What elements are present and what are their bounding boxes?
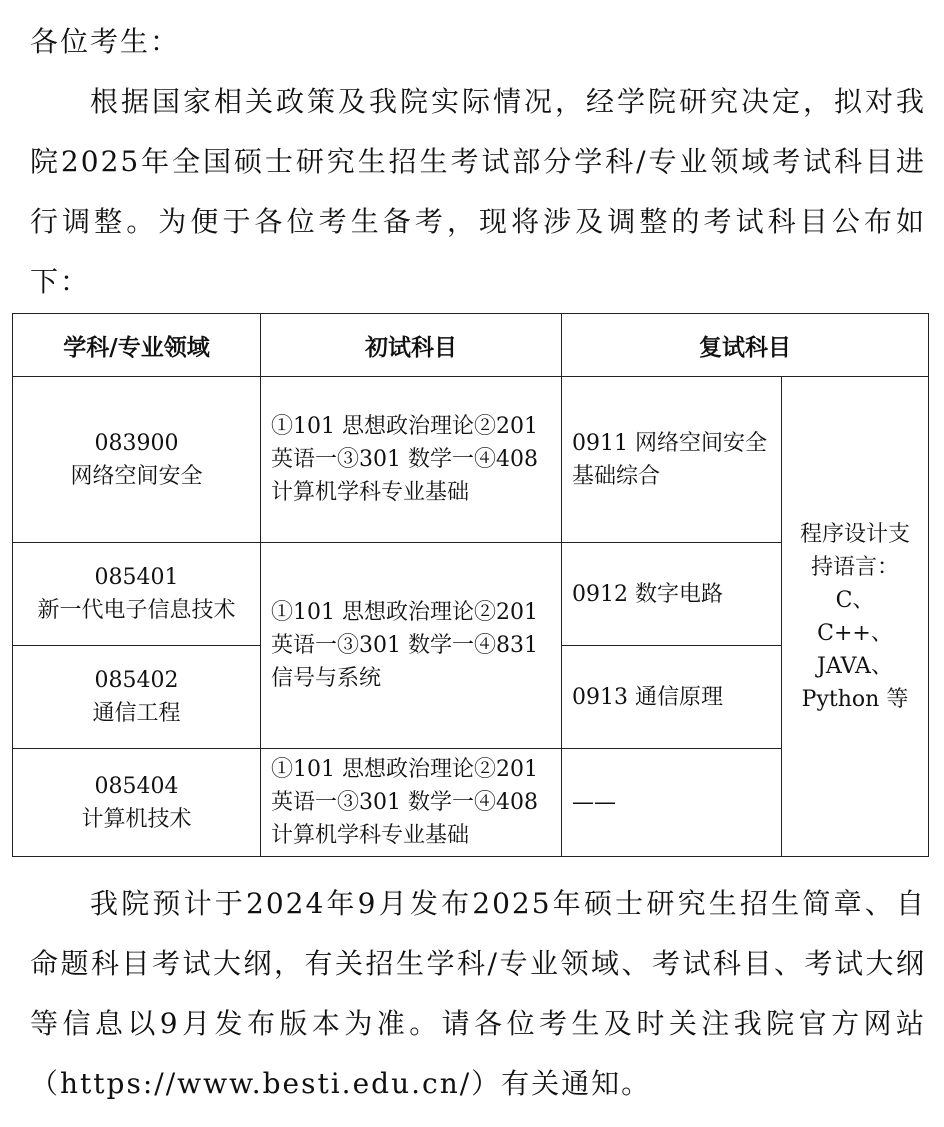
table-header-row [13,314,929,377]
first-exam-cell: ①101 思想政治理论②201 英语一③301 数学一④831 信号与系统 [261,543,562,749]
language-item: C、 [835,587,875,613]
exam-subjects-table [12,313,929,857]
header-major: 学科/专业领域 [13,314,261,377]
first-exam-cell: ①101 思想政治理论②201 英语一③301 数学一④408 计算机学科专业基础 [261,377,562,543]
major-code: 083900 [94,430,179,456]
second-exam-cell: 0911 网络空间安全基础综合 [562,377,782,543]
major-code: 085401 [94,565,179,590]
header-second-exam: 复试科目 [562,314,929,377]
programming-languages-cell [782,377,929,857]
major-name: 计算机技术 [81,806,192,832]
major-cell [13,543,261,646]
intro-paragraph: 根据国家相关政策及我院实际情况，经学院研究决定，拟对我院2025年全国硕士研究生招生考试部分学科/专业领域考试科目进行调整。为便于各位考生备考，现将涉及调整的考试科目公布如下： [30,85,926,298]
major-name: 通信工程 [92,701,181,726]
language-item: JAVA、 [817,653,893,679]
exam-subjects-table-wrapper [12,313,928,849]
major-code: 085404 [94,773,179,799]
first-exam-cell: ①101 思想政治理论②201 英语一③301 数学一④408 计算机学科专业基础 [261,749,562,857]
second-exam-cell: 0912 数字电路 [562,543,782,646]
salutation: 各位考生： [30,25,181,58]
notice-paragraph: 我院预计于2024年9月发布2025年硕士研究生招生简章、自命题科目考试大纲，有关招生学科/专业领域、考试科目、考试大纲等信息以9月发布版本为准。请各位考生及时关注我院官方网站（https://www.besti.edu.cn/）有关通知。 [30,887,926,1100]
header-first-exam: 初试科目 [261,314,562,377]
major-cell [13,646,261,749]
table-row [13,377,929,543]
major-cell [13,377,261,543]
language-item: Python 等 [801,686,909,712]
second-exam-cell: 0913 通信原理 [562,646,782,749]
major-code: 085402 [94,668,179,693]
second-exam-cell: —— [562,749,782,857]
major-name: 网络空间安全 [70,463,203,489]
document-body [30,22,926,312]
major-cell [13,749,261,857]
major-name: 新一代电子信息技术 [37,598,236,623]
languages-title: 程序设计支持语言： [799,521,910,580]
language-item: C++、 [817,620,893,646]
